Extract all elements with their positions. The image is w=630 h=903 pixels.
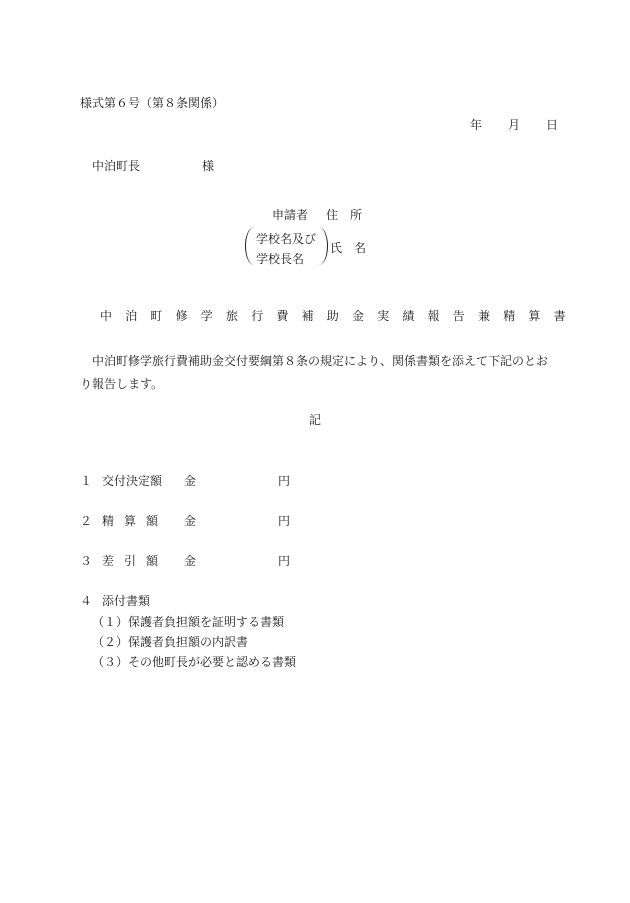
- item-number: ２: [80, 514, 93, 528]
- item-yen: 円: [278, 554, 291, 568]
- item-kin: 金: [184, 554, 197, 568]
- date-month: 月: [508, 118, 521, 132]
- school-name-label: 学校名及び: [256, 232, 317, 246]
- item-number: １: [80, 474, 93, 488]
- item-kin: 金: [184, 514, 197, 528]
- applicant-title: 申請者: [272, 208, 309, 222]
- attachment-item: （３）その他町長が必要と認める書類: [92, 655, 297, 669]
- principal-name-label: 学校長名: [256, 252, 305, 266]
- item-label: 交付決定額: [102, 474, 163, 488]
- item-yen: 円: [278, 474, 291, 488]
- item-yen: 円: [278, 514, 291, 528]
- form-number: 様式第６号（第８条関係）: [80, 96, 225, 110]
- attachment-item: （１）保護者負担額を証明する書類: [92, 615, 285, 629]
- recipient-suffix: 様: [202, 159, 215, 173]
- recipient: [92, 158, 214, 174]
- date-line: [470, 117, 558, 133]
- bracket-left: [245, 227, 255, 265]
- body-paragraph: [80, 350, 560, 396]
- applicant-label: [272, 207, 362, 223]
- body-text: 中泊町修学旅行費補助金交付要綱第８条の規定により、関係書類を添えて下記のとおり報告します。: [80, 354, 549, 391]
- bracket-right: [318, 227, 328, 265]
- date-year: 年: [470, 118, 483, 132]
- name-label: 氏 名: [330, 241, 367, 255]
- attachment-list: [92, 612, 296, 672]
- item-number: ３: [80, 554, 93, 568]
- item-label: 添付書類: [102, 594, 151, 608]
- item-number: ４: [80, 594, 93, 608]
- item-label: 差引額: [102, 554, 169, 568]
- recipient-name: 中泊町長: [92, 159, 141, 173]
- date-day: 日: [546, 118, 559, 132]
- ki-heading: 記: [309, 413, 322, 427]
- document-title: 中泊町修学旅行費補助金実績報告兼精算書: [100, 309, 579, 323]
- address-label: 住 所: [326, 208, 363, 222]
- item-label: 精算額: [102, 514, 169, 528]
- attachment-item: （２）保護者負担額の内訳書: [92, 635, 249, 649]
- item-kin: 金: [184, 474, 197, 488]
